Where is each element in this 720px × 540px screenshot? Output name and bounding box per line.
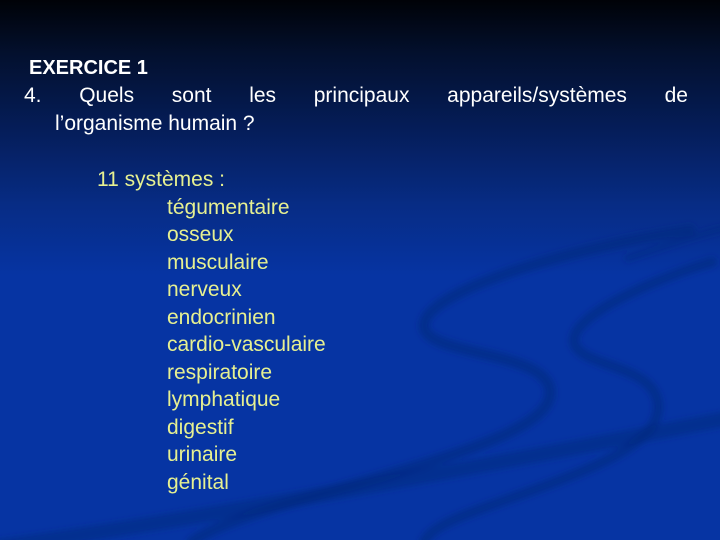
list-item: endocrinien [167,305,276,329]
list-item: cardio-vasculaire [167,333,326,356]
list-item: nerveux [167,278,242,301]
list-item: respiratoire [167,360,273,384]
list-item: génital [167,470,229,494]
slide-title: EXERCICE 1 [29,57,148,79]
list-item: urinaire [167,443,238,466]
question-line-2: l’organisme humain ? [55,112,255,135]
question-line-1: 4. Quels sont les principaux appareils/systèmes de [24,84,688,107]
list-item: digestif [167,415,234,439]
list-item: lymphatique [167,388,281,411]
list-item: musculaire [167,250,269,274]
answer-heading: 11 systèmes : [97,168,225,191]
list-item: tégumentaire [167,195,290,219]
answer-block [97,166,326,496]
list-item: osseux [167,223,234,246]
question-paragraph [24,82,688,138]
